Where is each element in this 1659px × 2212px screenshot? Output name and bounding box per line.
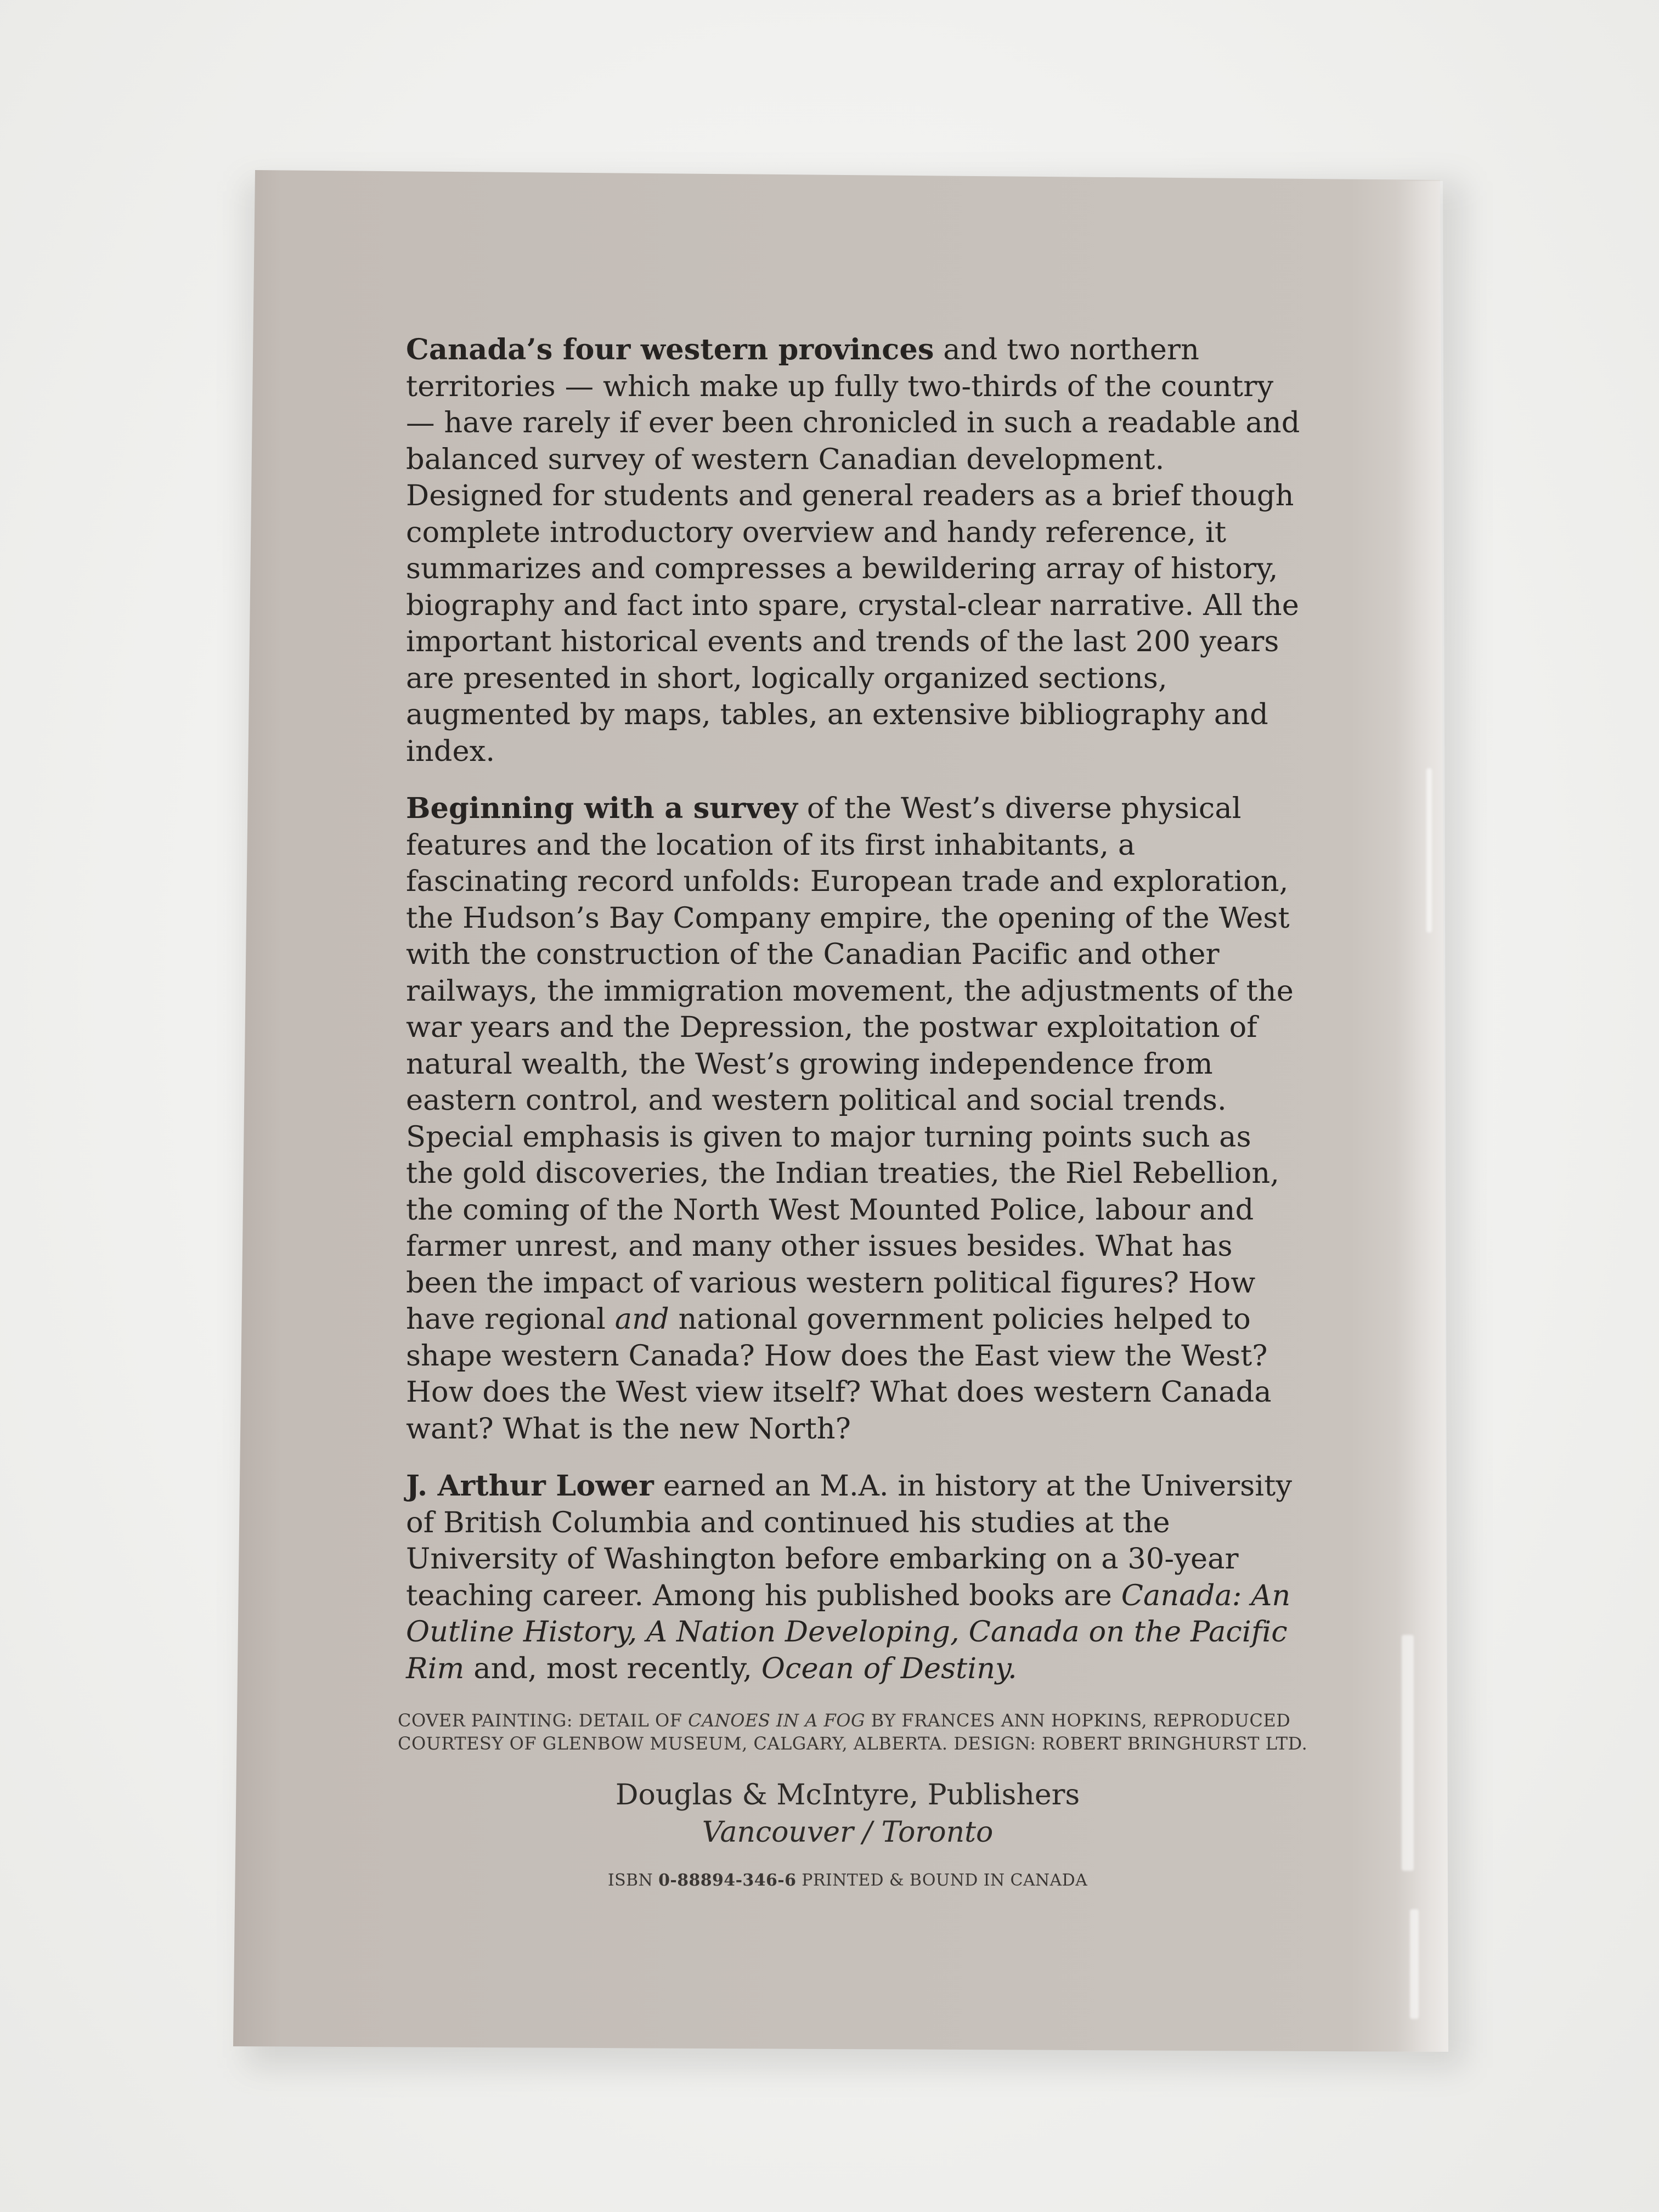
author-bio-text-a: earned an M.A. in history at the University of British Columbia and continued his studies at the University of Washington before embarking on a 30-year teaching career. Among his published books are (406, 1469, 1293, 1612)
author-name: J. Arthur Lower (406, 1469, 654, 1503)
blurb-paragraph-2 (406, 791, 1306, 1447)
back-cover-blurb (406, 332, 1306, 1708)
isbn-number: 0-88894-346-6 (658, 1871, 797, 1890)
publisher-name: Douglas & McIntyre, Publishers (615, 1779, 1080, 1812)
cover-wear-mark (1426, 768, 1432, 933)
cover-credit-line-1 (398, 1709, 1297, 1732)
cover-wear-mark (1402, 1635, 1414, 1871)
blurb-text-2b: national government policies helped to shape western Canada? How does the East view the West? How does the West view itself? What does western Canada want? What is the new North? (406, 1302, 1272, 1446)
publisher-block (398, 1776, 1297, 1851)
credit-text-a: COVER PAINTING: DETAIL OF (398, 1710, 689, 1731)
blurb-text-1: and two northern territories — which make up fully two-thirds of the country — have rarely if ever been chronicled in such a readable and balanced survey of western Canadian development. Designed for students and general readers as a brief though complete introductory overview and handy reference, it summarizes and compresses a bewildering array of history, biography and fact into spare, crystal-clear narrative. All the important historical events and trends of the last 200 years are presented in short, logically organized sections, augmented by maps, tables, an extensive bibliography and index. (406, 333, 1300, 768)
isbn-label: ISBN (607, 1871, 659, 1890)
cover-wear-mark (1410, 1909, 1419, 2019)
blurb-text-2a: of the West’s diverse physical features and the location of its first inhabitants, a fascinating record unfolds: European trade and exploration, the Hudson’s Bay Company empire, the opening of the West with the construction of the Canadian Pacific and other railways, the immigration movement, the adjustments of the war years and the Depression, the postwar exploitation of natural wealth, the West’s growing independence from eastern control, and western political and social trends. Special emphasis is given to major turning points such as the gold discoveries, the Indian treaties, the Riel Rebellion, the coming of the North West Mounted Police, labour and farmer unrest, and many other issues besides. What has been the impact of various western political figures? How have regional (406, 792, 1294, 1336)
author-bio-text-b: and, most recently, (464, 1651, 761, 1685)
blurb-paragraph-1 (406, 332, 1306, 770)
blurb-lead-1: Canada’s four western provinces (406, 333, 934, 366)
blurb-lead-2: Beginning with a survey (406, 792, 798, 825)
isbn-line (398, 1870, 1297, 1892)
cover-credit (398, 1709, 1308, 1755)
cover-credit-line-2: COURTESY OF GLENBOW MUSEUM, CALGARY, ALBERTA. DESIGN: ROBERT BRINGHURST LTD. (398, 1733, 1308, 1754)
blurb-emphasis-and: and (614, 1302, 669, 1336)
author-books-2: Ocean of Destiny. (761, 1651, 1017, 1685)
author-books-1: Canada: An Outline History, A Nation Developing, Canada on the Pacific Rim (406, 1578, 1291, 1685)
publisher-cities: Vancouver / Toronto (702, 1816, 994, 1849)
isbn-printed: PRINTED & BOUND IN CANADA (796, 1871, 1088, 1890)
author-bio (406, 1468, 1306, 1687)
credit-text-b: BY FRANCES ANN HOPKINS, REPRODUCED (865, 1710, 1291, 1731)
credit-painting-title: CANOES IN A FOG (688, 1710, 865, 1731)
